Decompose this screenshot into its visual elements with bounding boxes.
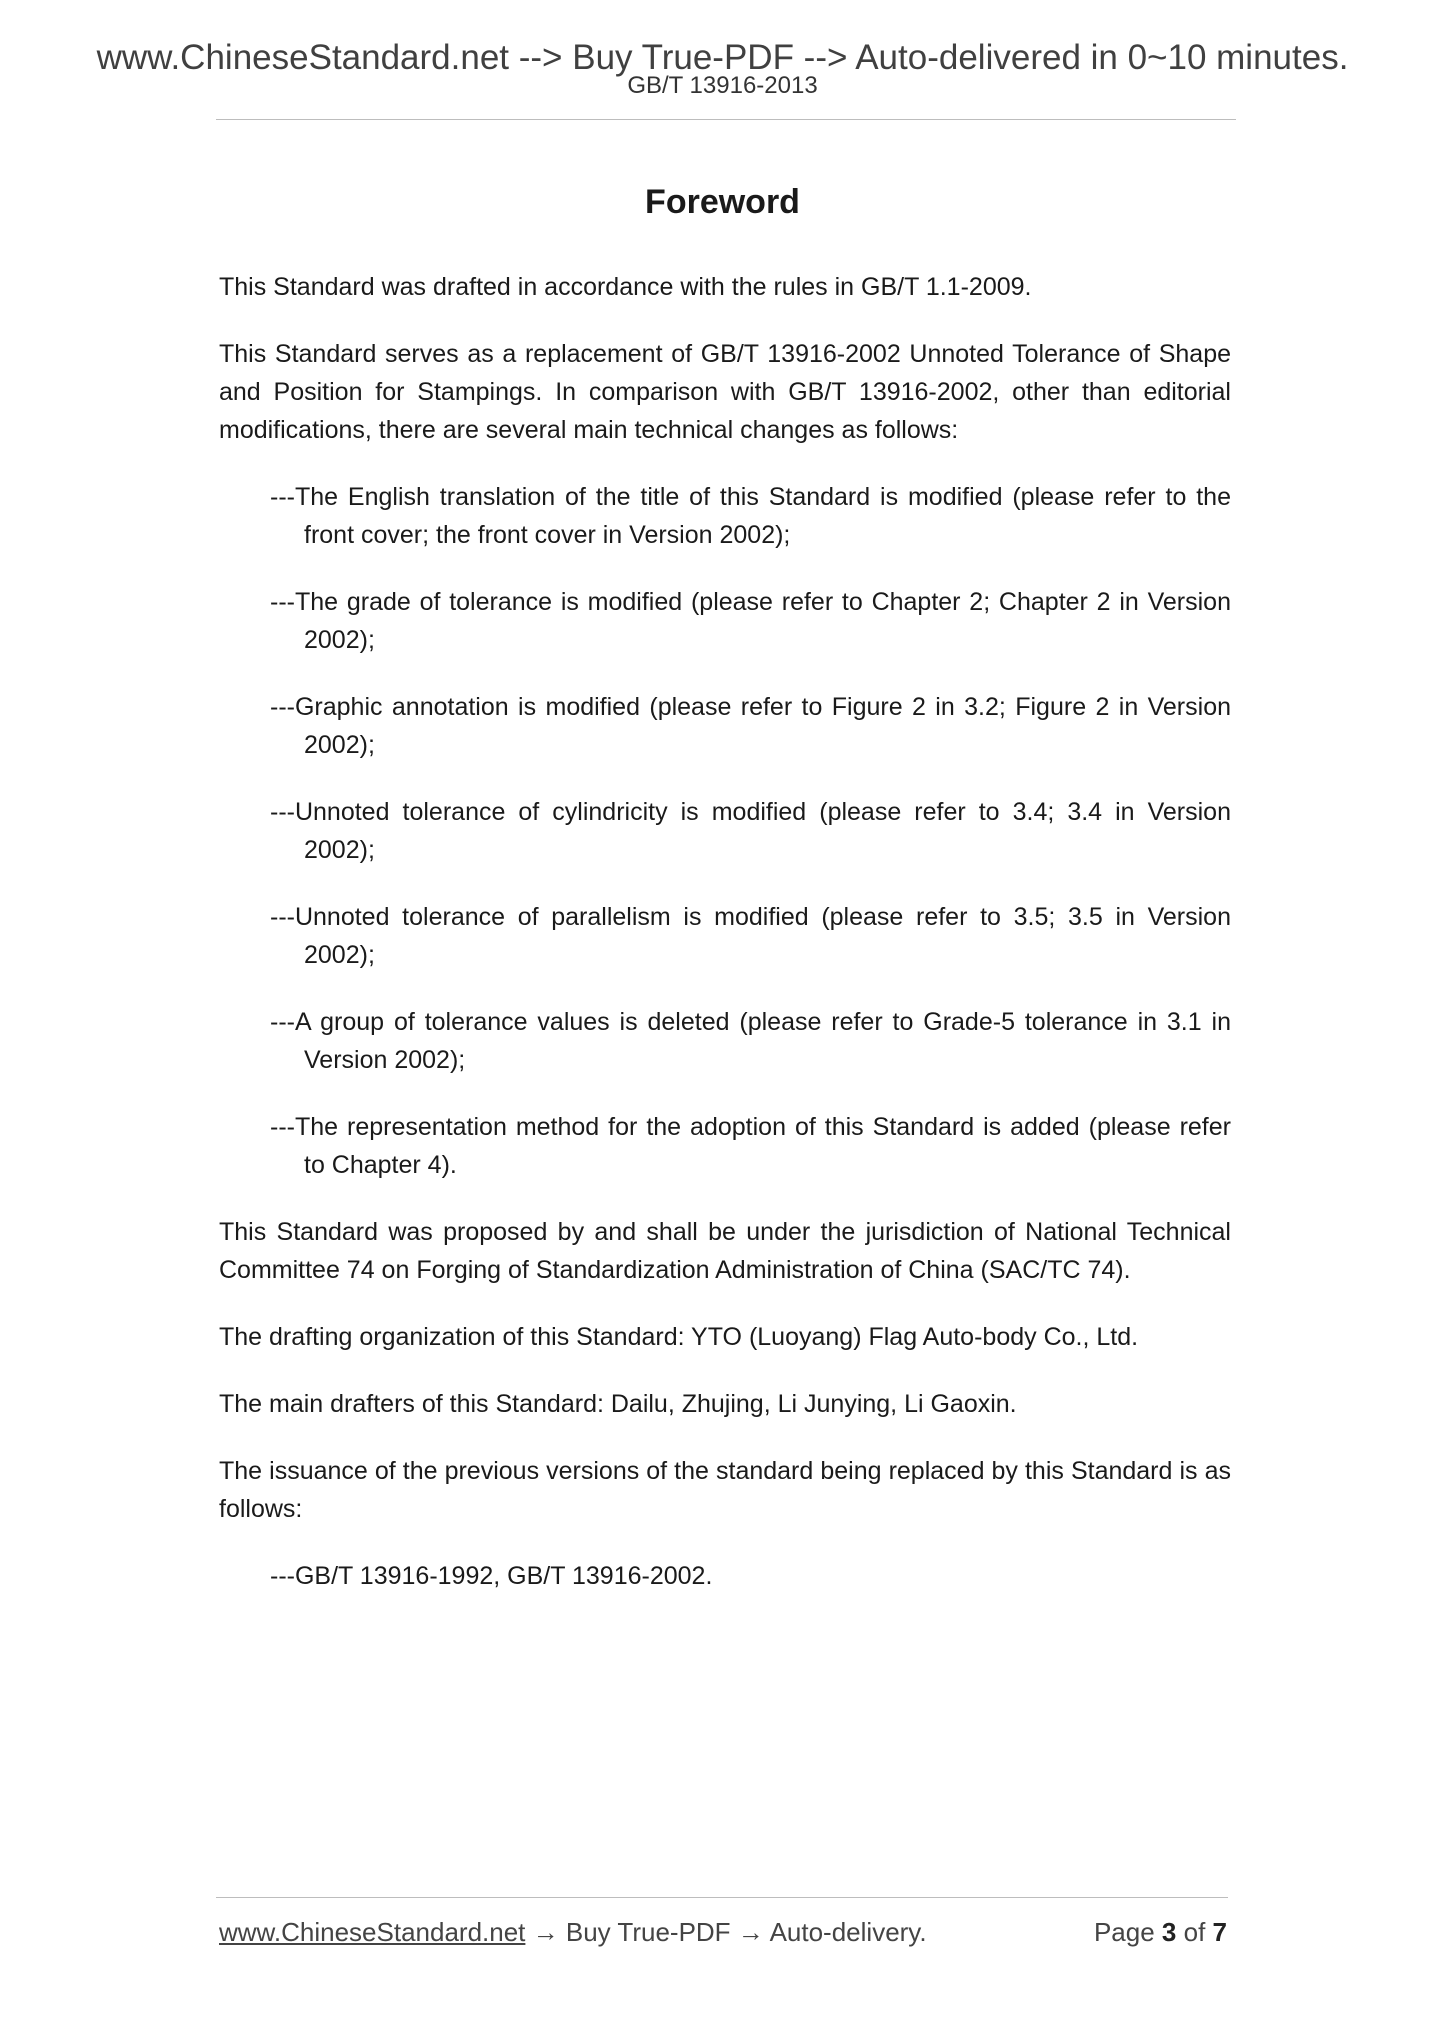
page-number	[1094, 1915, 1227, 1949]
paragraph-drafters: The main drafters of this Standard: Dailu, Zhujing, Li Junying, Li Gaoxin.	[219, 1390, 1017, 1418]
paragraph-drafting-organization: The drafting organization of this Standard: YTO (Luoyang) Flag Auto-body Co., Ltd.	[219, 1323, 1139, 1351]
list-item-change: ---A group of tolerance values is deleted (please refer to Grade-5 tolerance in 3.1 in Version 2002);	[270, 1008, 1231, 1074]
paragraph-replacement: This Standard serves as a replacement of GB/T 13916-2002 Unnoted Tolerance of Shape and Position for Stampings. In comparison with GB/T 13916-2002, other than editorial modifications, there are several main technical changes as follows:	[219, 340, 1231, 444]
list-item-change: ---Graphic annotation is modified (please refer to Figure 2 in 3.2; Figure 2 in Version 2002);	[270, 693, 1231, 759]
document-body	[219, 268, 1231, 1624]
list-item-change: ---The English translation of the title of this Standard is modified (please refer to the front cover; the front cover in Version 2002);	[270, 483, 1231, 549]
current-page: 3	[1161, 1917, 1177, 1947]
total-pages: 7	[1212, 1917, 1227, 1947]
list-item-change: ---Unnoted tolerance of parallelism is modified (please refer to 3.5; 3.5 in Version 2002);	[270, 903, 1231, 969]
footer-tagline: → Buy True-PDF → Auto-delivery.	[525, 1917, 927, 1947]
list-item-change: ---Unnoted tolerance of cylindricity is modified (please refer to 3.4; 3.4 in Version 2002);	[270, 798, 1231, 864]
page-title: Foreword	[645, 183, 800, 221]
top-banner: www.ChineseStandard.net --> Buy True-PDF --> Auto-delivered in 0~10 minutes.	[96, 38, 1349, 77]
list-item-change: ---The grade of tolerance is modified (please refer to Chapter 2; Chapter 2 in Version 2002);	[270, 588, 1231, 654]
paragraph-jurisdiction: This Standard was proposed by and shall be under the jurisdiction of National Technical Committee 74 on Forging of Standardization Administration of China (SAC/TC 74).	[219, 1218, 1231, 1284]
paragraph-drafting-rules: This Standard was drafted in accordance with the rules in GB/T 1.1-2009.	[219, 273, 1032, 301]
page-label: Page	[1093, 1917, 1155, 1947]
footer-site-link[interactable]: www.ChineseStandard.net	[219, 1917, 526, 1947]
page-of-label: of	[1183, 1917, 1206, 1947]
list-item-previous-version: ---GB/T 13916-1992, GB/T 13916-2002.	[270, 1562, 713, 1590]
footer-left	[219, 1915, 927, 1949]
footer-divider	[216, 1897, 1228, 1898]
paragraph-previous-versions: The issuance of the previous versions of the standard being replaced by this Standard is as follows:	[219, 1457, 1231, 1523]
header-divider	[216, 119, 1236, 120]
list-item-change: ---The representation method for the adoption of this Standard is added (please refer to Chapter 4).	[270, 1113, 1231, 1179]
document-id: GB/T 13916-2013	[627, 72, 818, 99]
